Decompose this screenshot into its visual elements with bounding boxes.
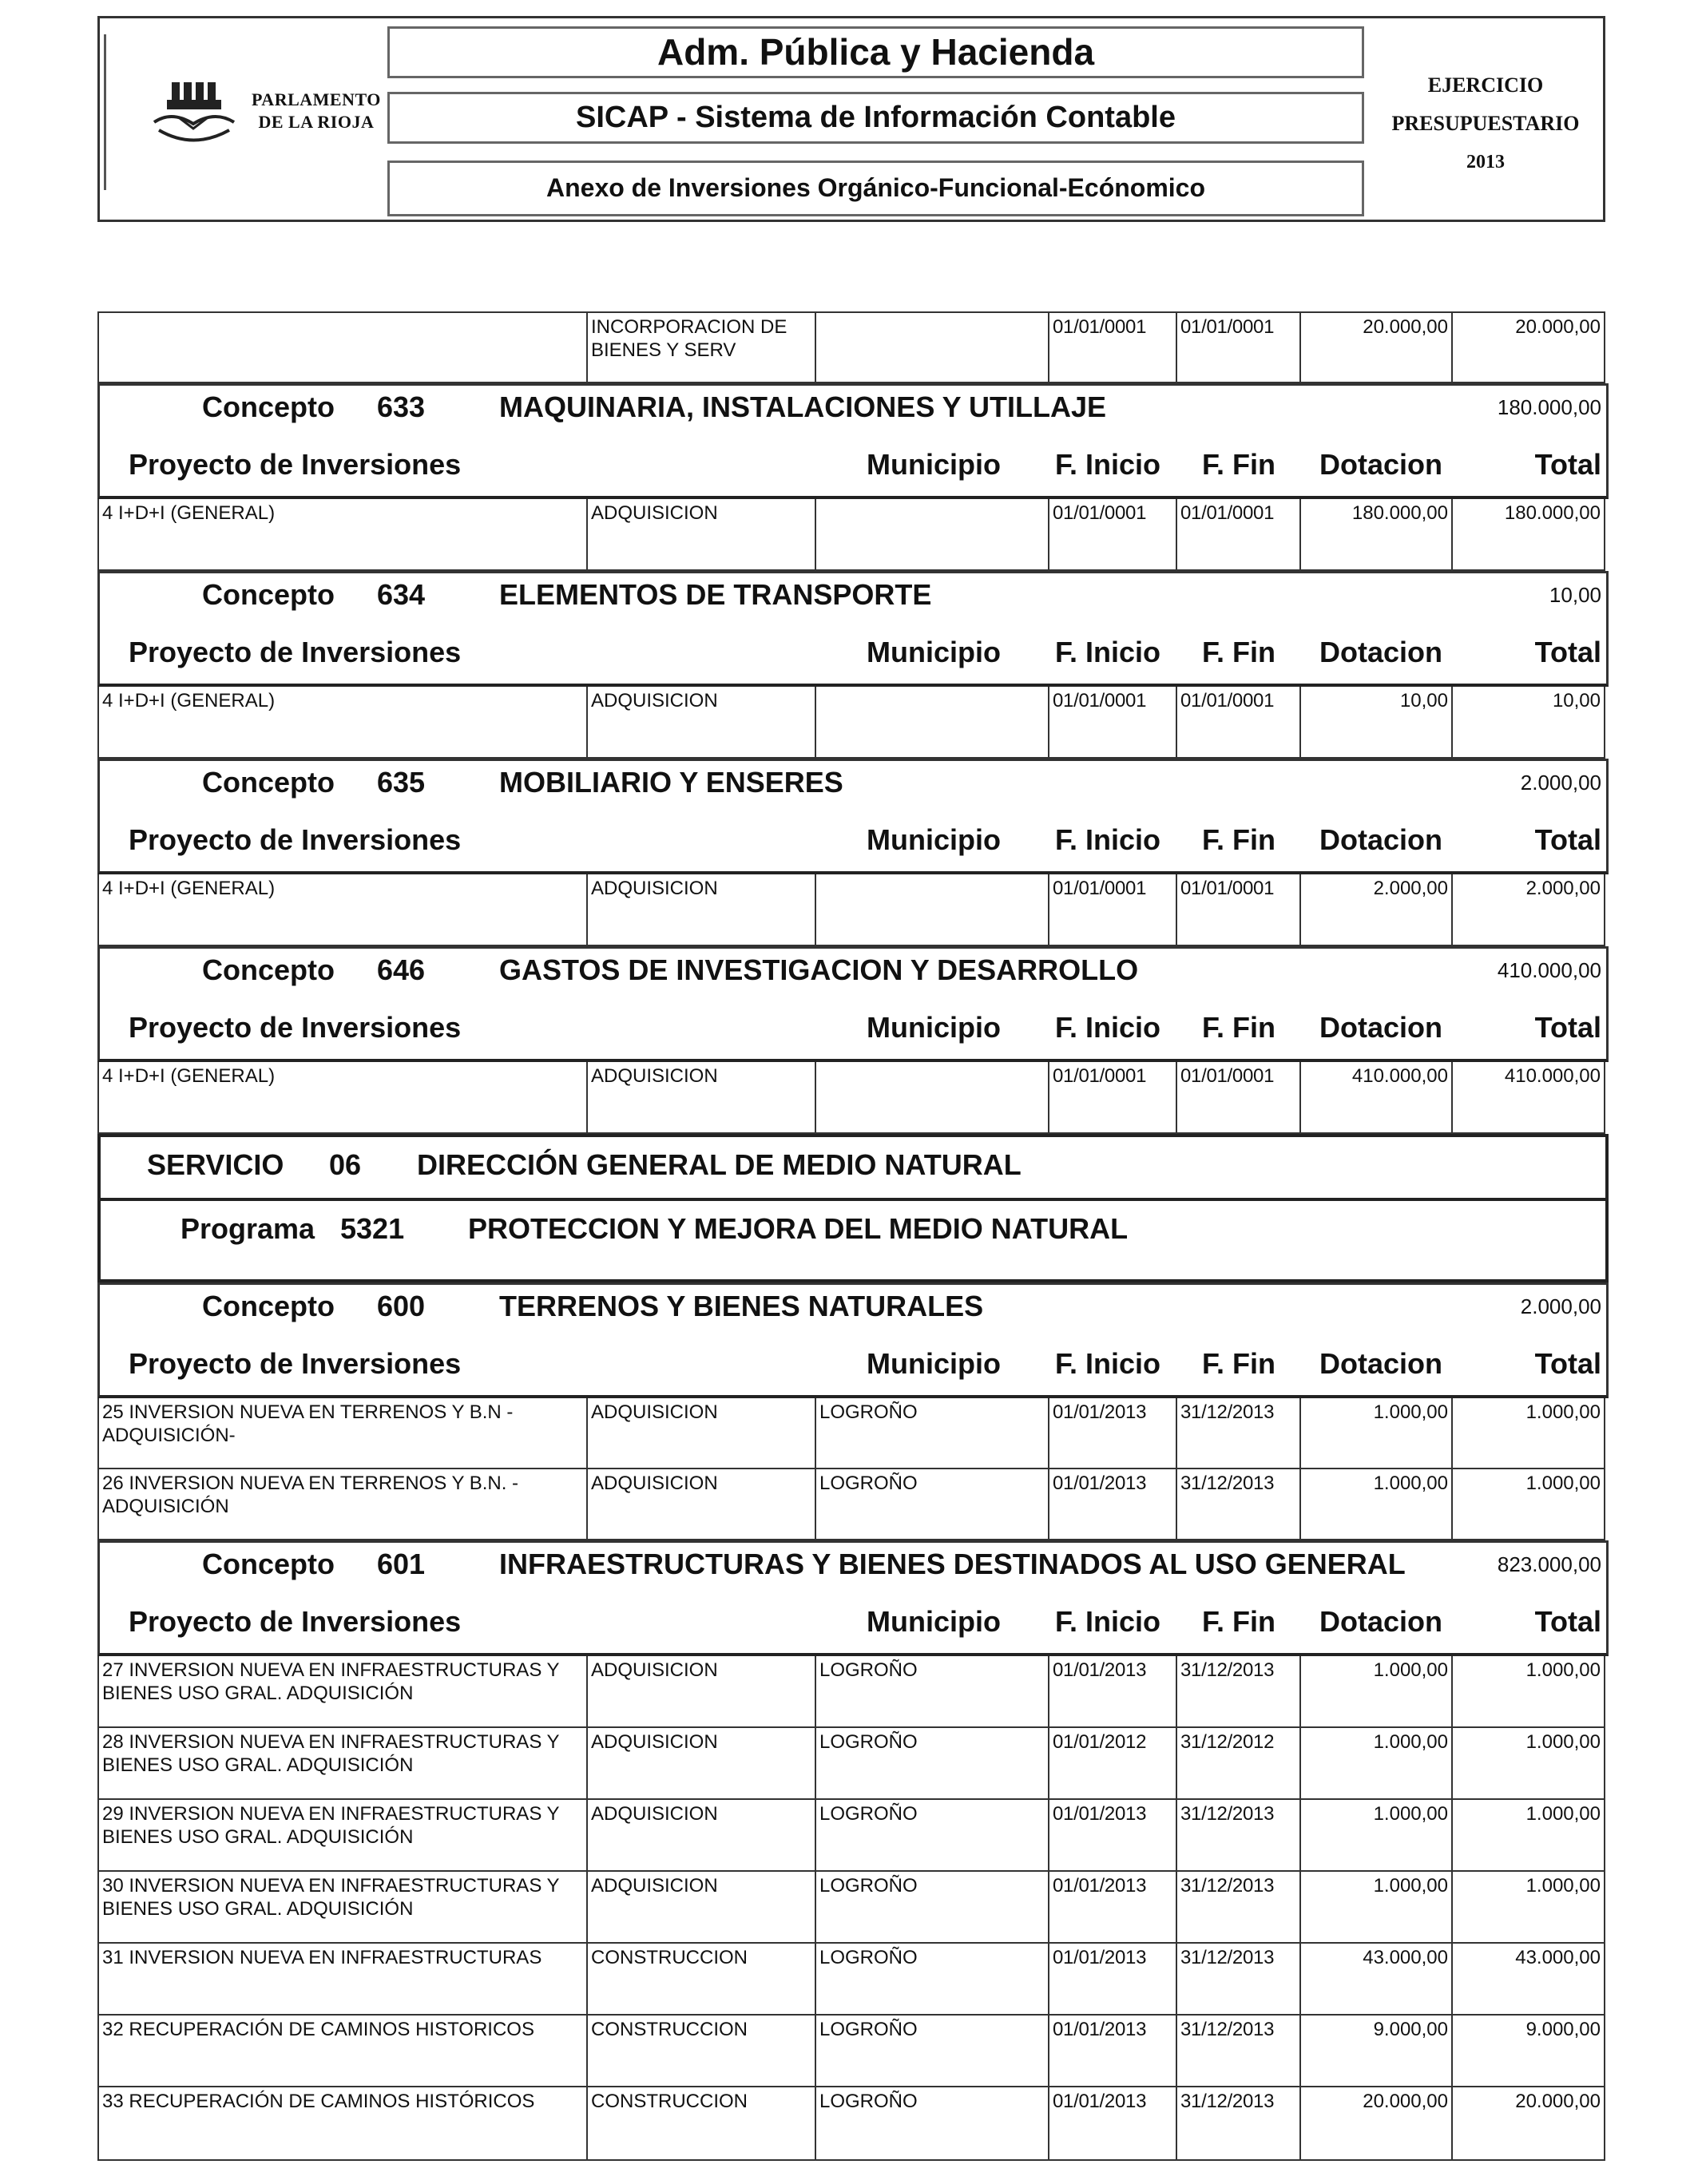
col-header-f-fin: F. Fin (1202, 1605, 1275, 1638)
table-row (97, 874, 1605, 946)
org-line-2: DE LA RIOJA (258, 112, 375, 132)
concepto-description: INFRAESTRUCTURAS Y BIENES DESTINADOS AL USO GENERAL (499, 1548, 1406, 1580)
cell-total: 1.000,00 (1525, 1875, 1601, 1897)
cell-f-fin: 31/12/2012 (1177, 1728, 1301, 1798)
cell-total: 43.000,00 (1515, 1947, 1601, 1968)
concepto-header (97, 946, 1609, 1062)
cell-dotacion: 10,00 (1301, 687, 1453, 757)
cell-tipo: ADQUISICION (588, 874, 816, 945)
concepto-amount: 823.000,00 (1497, 1552, 1601, 1576)
investment-table (97, 311, 1605, 2161)
org-name (252, 89, 381, 133)
cell-proyecto: 31 INVERSION NUEVA EN INFRAESTRUCTURAS (99, 1944, 588, 2014)
cell-municipio: LOGROÑO (816, 1398, 1049, 1468)
table-row (97, 1656, 1605, 1728)
cell-f-inicio: 01/01/2013 (1049, 1656, 1177, 1726)
org-line-1: PARLAMENTO (252, 89, 381, 109)
table-row (97, 1062, 1605, 1134)
cell-dotacion: 1.000,00 (1301, 1656, 1453, 1726)
cell-dotacion: 9.000,00 (1301, 2016, 1453, 2086)
cell-f-fin: 31/12/2013 (1177, 1944, 1301, 2014)
col-header-f-inicio: F. Inicio (1055, 636, 1161, 668)
col-header-proyecto: Proyecto de Inversiones (129, 823, 462, 856)
concepto-header (97, 1540, 1609, 1656)
table-row (97, 1469, 1605, 1540)
cell-f-fin: 01/01/0001 (1177, 687, 1301, 757)
col-header-f-inicio: F. Inicio (1055, 823, 1161, 856)
cell-f-fin: 01/01/0001 (1177, 499, 1301, 569)
concepto-description: ELEMENTOS DE TRANSPORTE (499, 578, 932, 611)
cell-proyecto: 28 INVERSION NUEVA EN INFRAESTRUCTURAS Y BIENES USO GRAL. ADQUISICIÓN (99, 1728, 588, 1798)
cell-dotacion: 2.000,00 (1301, 874, 1453, 945)
table-row (97, 2087, 1605, 2161)
cell-f-inicio: 01/01/2013 (1049, 2087, 1177, 2159)
cell-municipio (816, 874, 1049, 945)
table-row (97, 1728, 1605, 1800)
col-header-f-fin: F. Fin (1202, 448, 1275, 481)
table-row (97, 687, 1605, 759)
concepto-code: 600 (377, 1290, 426, 1322)
concepto-description: TERRENOS Y BIENES NATURALES (499, 1290, 984, 1322)
col-header-total: Total (1534, 1011, 1601, 1044)
col-header-dotacion: Dotacion (1319, 1347, 1443, 1380)
cell-dotacion: 180.000,00 (1301, 499, 1453, 569)
servicio-desc: DIRECCIÓN GENERAL DE MEDIO NATURAL (417, 1148, 1022, 1181)
cell-tipo: CONSTRUCCION (588, 1944, 816, 2014)
cell-f-inicio: 01/01/2012 (1049, 1728, 1177, 1798)
concepto-label: Concepto (202, 1548, 335, 1580)
cell-proyecto: 25 INVERSION NUEVA EN TERRENOS Y B.N -ADQUISICIÓN- (99, 1398, 588, 1468)
ejercicio-label: EJERCICIO (1427, 73, 1544, 97)
cell-f-inicio: 01/01/2013 (1049, 1872, 1177, 1942)
concepto-header (97, 383, 1609, 499)
col-header-dotacion: Dotacion (1319, 448, 1443, 481)
cell-total: 1.000,00 (1525, 1401, 1601, 1423)
cell-municipio: LOGROÑO (816, 2016, 1049, 2086)
servicio-code: 06 (329, 1148, 362, 1181)
col-header-proyecto: Proyecto de Inversiones (129, 1605, 462, 1638)
cell-total: 1.000,00 (1525, 1473, 1601, 1494)
cell-tipo: ADQUISICION (588, 1728, 816, 1798)
col-header-f-fin: F. Fin (1202, 1011, 1275, 1044)
cell-f-inicio: 01/01/0001 (1049, 874, 1177, 945)
cell-proyecto: 4 I+D+I (GENERAL) (99, 499, 588, 569)
cell-f-inicio: 01/01/0001 (1049, 499, 1177, 569)
cell-proyecto: 32 RECUPERACIÓN DE CAMINOS HISTORICOS (99, 2016, 588, 2086)
concepto-code: 601 (377, 1548, 426, 1580)
col-header-municipio: Municipio (867, 636, 1001, 668)
cell-dotacion: 410.000,00 (1301, 1062, 1453, 1132)
col-header-f-fin: F. Fin (1202, 636, 1275, 668)
cell-tipo: ADQUISICION (588, 1469, 816, 1539)
servicio-label: SERVICIO (147, 1148, 284, 1181)
cell-f-fin: 31/12/2013 (1177, 2087, 1301, 2159)
servicio-header (97, 1134, 1609, 1201)
table-row (97, 1944, 1605, 2016)
cell-municipio: LOGROÑO (816, 1872, 1049, 1942)
col-header-proyecto: Proyecto de Inversiones (129, 1011, 462, 1044)
cell-proyecto: 4 I+D+I (GENERAL) (99, 687, 588, 757)
col-header-f-inicio: F. Inicio (1055, 1011, 1161, 1044)
table-row (97, 499, 1605, 571)
cell-municipio: LOGROÑO (816, 1469, 1049, 1539)
concepto-header (97, 571, 1609, 687)
cell-dotacion: 1.000,00 (1301, 1872, 1453, 1942)
cell-f-inicio: 01/01/2013 (1049, 2016, 1177, 2086)
cell-tipo: CONSTRUCCION (588, 2016, 816, 2086)
table-row (97, 1398, 1605, 1469)
col-header-municipio: Municipio (867, 823, 1001, 856)
concepto-description: MOBILIARIO Y ENSERES (499, 766, 843, 799)
cell-total: 2.000,00 (1525, 878, 1601, 899)
cell-municipio: LOGROÑO (816, 1656, 1049, 1726)
report-header (97, 16, 1605, 222)
cell-f-inicio: 01/01/2013 (1049, 1469, 1177, 1539)
cell-f-fin: 01/01/0001 (1177, 1062, 1301, 1132)
col-header-proyecto: Proyecto de Inversiones (129, 1347, 462, 1380)
cell-f-fin: 01/01/0001 (1177, 874, 1301, 945)
cell-f-inicio: 01/01/0001 (1049, 687, 1177, 757)
col-header-f-fin: F. Fin (1202, 823, 1275, 856)
cell-municipio (816, 313, 1049, 382)
cell-proyecto (99, 313, 588, 382)
cell-municipio: LOGROÑO (816, 1728, 1049, 1798)
cell-total: 20.000,00 (1515, 316, 1601, 338)
col-header-dotacion: Dotacion (1319, 1605, 1443, 1638)
col-header-total: Total (1534, 1347, 1601, 1380)
concepto-amount: 410.000,00 (1497, 958, 1601, 982)
cell-total: 1.000,00 (1525, 1803, 1601, 1825)
cell-total: 1.000,00 (1525, 1659, 1601, 1681)
col-header-f-inicio: F. Inicio (1055, 1347, 1161, 1380)
cell-dotacion: 1.000,00 (1301, 1398, 1453, 1468)
cell-proyecto: 4 I+D+I (GENERAL) (99, 874, 588, 945)
concepto-label: Concepto (202, 1290, 335, 1322)
cell-proyecto: 27 INVERSION NUEVA EN INFRAESTRUCTURAS Y BIENES USO GRAL. ADQUISICIÓN (99, 1656, 588, 1726)
cell-dotacion: 1.000,00 (1301, 1728, 1453, 1798)
concepto-header (97, 1282, 1609, 1398)
col-header-municipio: Municipio (867, 1011, 1001, 1044)
col-header-dotacion: Dotacion (1319, 636, 1443, 668)
programa-desc: PROTECCION Y MEJORA DEL MEDIO NATURAL (468, 1212, 1129, 1245)
col-header-f-fin: F. Fin (1202, 1347, 1275, 1380)
cell-f-fin: 31/12/2013 (1177, 1872, 1301, 1942)
cell-f-inicio: 01/01/0001 (1049, 1062, 1177, 1132)
col-header-municipio: Municipio (867, 1347, 1001, 1380)
programa-code: 5321 (340, 1212, 405, 1245)
cell-proyecto: 4 I+D+I (GENERAL) (99, 1062, 588, 1132)
concepto-header (97, 759, 1609, 874)
cell-municipio: LOGROÑO (816, 1800, 1049, 1870)
col-header-dotacion: Dotacion (1319, 823, 1443, 856)
fiscal-year-box (1378, 66, 1593, 181)
concepto-label: Concepto (202, 390, 335, 423)
parliament-emblem-icon (148, 74, 240, 154)
cell-municipio (816, 687, 1049, 757)
col-header-dotacion: Dotacion (1319, 1011, 1443, 1044)
cell-municipio: LOGROÑO (816, 2087, 1049, 2159)
cell-dotacion: 20.000,00 (1301, 2087, 1453, 2159)
concepto-code: 633 (377, 390, 426, 423)
cell-tipo: ADQUISICION (588, 1656, 816, 1726)
cell-dotacion: 43.000,00 (1301, 1944, 1453, 2014)
programa-label: Programa (181, 1212, 315, 1245)
cell-proyecto: 29 INVERSION NUEVA EN INFRAESTRUCTURAS Y BIENES USO GRAL. ADQUISICIÓN (99, 1800, 588, 1870)
cell-proyecto: 30 INVERSION NUEVA EN INFRAESTRUCTURAS Y BIENES USO GRAL. ADQUISICIÓN (99, 1872, 588, 1942)
cell-f-fin: 31/12/2013 (1177, 1398, 1301, 1468)
cell-tipo: ADQUISICION (588, 1398, 816, 1468)
col-header-f-inicio: F. Inicio (1055, 1605, 1161, 1638)
cell-f-inicio: 01/01/2013 (1049, 1398, 1177, 1468)
fiscal-year: 2013 (1466, 152, 1505, 172)
cell-dotacion: 20.000,00 (1301, 313, 1453, 382)
cell-tipo: ADQUISICION (588, 1800, 816, 1870)
presupuestario-label: PRESUPUESTARIO (1391, 112, 1580, 135)
report-title: Anexo de Inversiones Orgánico-Funcional-Ecónomico (387, 161, 1364, 216)
col-header-proyecto: Proyecto de Inversiones (129, 636, 462, 668)
concepto-description: MAQUINARIA, INSTALACIONES Y UTILLAJE (499, 390, 1107, 423)
cell-tipo: ADQUISICION (588, 687, 816, 757)
cell-total: 20.000,00 (1515, 2091, 1601, 2112)
cell-tipo: ADQUISICION (588, 499, 816, 569)
concepto-amount: 2.000,00 (1520, 771, 1601, 795)
cell-total: 9.000,00 (1525, 2019, 1601, 2040)
col-header-total: Total (1534, 448, 1601, 481)
cell-f-inicio: 01/01/2013 (1049, 1800, 1177, 1870)
table-row (97, 1872, 1605, 1944)
cell-f-inicio: 01/01/0001 (1049, 313, 1177, 382)
cell-f-fin: 31/12/2013 (1177, 2016, 1301, 2086)
table-row (97, 311, 1605, 383)
col-header-municipio: Municipio (867, 448, 1001, 481)
cell-total: 10,00 (1552, 690, 1601, 711)
concepto-amount: 10,00 (1549, 583, 1601, 607)
margin-line (104, 34, 106, 190)
cell-f-inicio: 01/01/2013 (1049, 1944, 1177, 2014)
programa-header (97, 1201, 1609, 1282)
concepto-label: Concepto (202, 578, 335, 611)
col-header-proyecto: Proyecto de Inversiones (129, 448, 462, 481)
cell-f-fin: 31/12/2013 (1177, 1656, 1301, 1726)
cell-f-fin: 31/12/2013 (1177, 1469, 1301, 1539)
concepto-code: 634 (377, 578, 426, 611)
col-header-total: Total (1534, 823, 1601, 856)
cell-tipo: ADQUISICION (588, 1872, 816, 1942)
concepto-code: 646 (377, 953, 426, 986)
system-title: SICAP - Sistema de Información Contable (387, 92, 1364, 144)
cell-total: 180.000,00 (1504, 502, 1601, 524)
concepto-amount: 2.000,00 (1520, 1294, 1601, 1318)
cell-dotacion: 1.000,00 (1301, 1469, 1453, 1539)
cell-municipio (816, 1062, 1049, 1132)
col-header-total: Total (1534, 1605, 1601, 1638)
cell-tipo: ADQUISICION (588, 1062, 816, 1132)
cell-dotacion: 1.000,00 (1301, 1800, 1453, 1870)
col-header-municipio: Municipio (867, 1605, 1001, 1638)
table-row (97, 2016, 1605, 2087)
concepto-code: 635 (377, 766, 426, 799)
table-row (97, 1800, 1605, 1872)
concepto-amount: 180.000,00 (1497, 395, 1601, 419)
cell-municipio (816, 499, 1049, 569)
page-title: Adm. Pública y Hacienda (387, 26, 1364, 78)
cell-f-fin: 31/12/2013 (1177, 1800, 1301, 1870)
concepto-label: Concepto (202, 766, 335, 799)
col-header-f-inicio: F. Inicio (1055, 448, 1161, 481)
cell-proyecto: 33 RECUPERACIÓN DE CAMINOS HISTÓRICOS (99, 2087, 588, 2159)
cell-proyecto: 26 INVERSION NUEVA EN TERRENOS Y B.N. - ADQUISICIÓN (99, 1469, 588, 1539)
cell-total: 1.000,00 (1525, 1731, 1601, 1753)
cell-municipio: LOGROÑO (816, 1944, 1049, 2014)
cell-f-fin: 01/01/0001 (1177, 313, 1301, 382)
concepto-label: Concepto (202, 953, 335, 986)
cell-tipo: INCORPORACION DE BIENES Y SERV (588, 313, 816, 382)
col-header-total: Total (1534, 636, 1601, 668)
concepto-description: GASTOS DE INVESTIGACION Y DESARROLLO (499, 953, 1139, 986)
cell-tipo: CONSTRUCCION (588, 2087, 816, 2159)
cell-total: 410.000,00 (1504, 1065, 1601, 1087)
